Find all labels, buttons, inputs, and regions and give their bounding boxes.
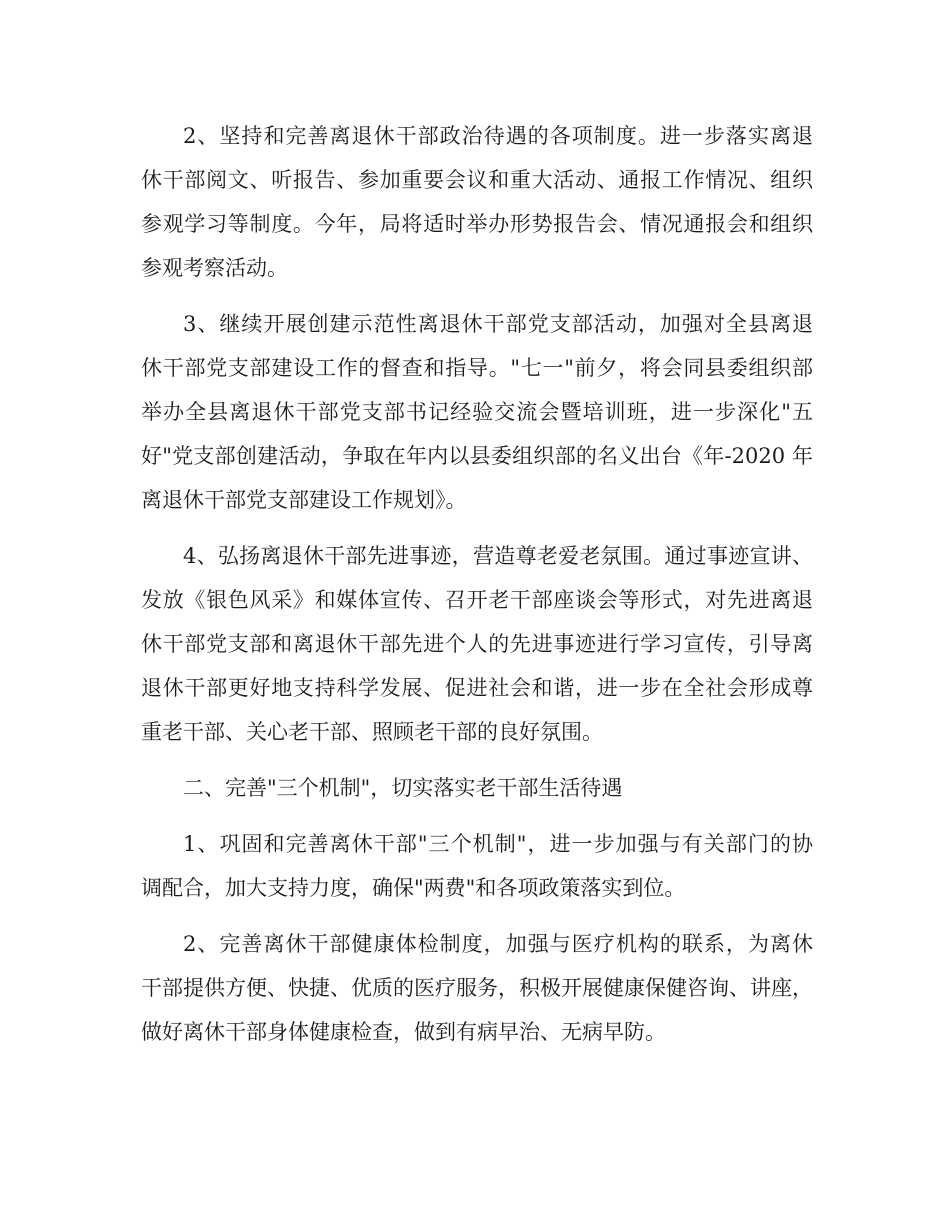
section-heading-three-mechanisms [141, 766, 813, 810]
text-line: 休干部党支部建设工作的督查和指导。"七一"前夕，将会同县委组织部 [141, 356, 813, 380]
text-line: 休干部党支部和离退休干部先进个人的先进事迹进行学习宣传，引导离 [141, 632, 813, 656]
paragraph-party-branch [141, 302, 813, 522]
text-line: 重老干部、关心老干部、照顾老干部的良好氛围。 [141, 720, 603, 744]
text-line: 离退休干部党支部建设工作规划》。 [141, 488, 467, 512]
text-line: 3、继续开展创建示范性离退休干部党支部活动，加强对全县离退 [183, 312, 813, 336]
section-heading: 二、完善"三个机制"，切实落实老干部生活待遇 [183, 776, 623, 800]
paragraph-exemplary-deeds [141, 534, 813, 754]
text-line: 2、坚持和完善离退休干部政治待遇的各项制度。进一步落实离退 [183, 124, 813, 148]
paragraph-consolidate-mechanisms [141, 822, 813, 910]
text-line: 参观考察活动。 [141, 256, 288, 280]
text-line: 做好离休干部身体健康检查，做到有病早治、无病早防。 [141, 1020, 666, 1044]
text-line: 发放《银色风采》和媒体宣传、召开老干部座谈会等形式，对先进离退 [141, 588, 813, 612]
document-body [141, 114, 813, 1054]
text-line: 1、巩固和完善离休干部"三个机制"，进一步加强与有关部门的协 [183, 832, 813, 856]
paragraph-health-checkup [141, 922, 813, 1054]
text-line: 好"党支部创建活动，争取在年内以县委组织部的名义出台《年-2020 年 [141, 444, 813, 468]
text-line: 4、弘扬离退休干部先进事迹，营造尊老爱老氛围。通过事迹宣讲、 [183, 544, 813, 568]
text-line: 退休干部更好地支持科学发展、促进社会和谐，进一步在全社会形成尊 [141, 676, 813, 700]
text-line: 参观学习等制度。今年，局将适时举办形势报告会、情况通报会和组织 [141, 212, 813, 236]
text-line: 2、完善离休干部健康体检制度，加强与医疗机构的联系，为离休 [183, 932, 813, 956]
text-line: 干部提供方便、快捷、优质的医疗服务，积极开展健康保健咨询、讲座， [141, 976, 813, 1000]
paragraph-political-treatment [141, 114, 813, 290]
text-line: 举办全县离退休干部党支部书记经验交流会暨培训班，进一步深化"五 [141, 400, 813, 424]
text-line: 调配合，加大支持力度，确保"两费"和各项政策落实到位。 [141, 876, 686, 900]
text-line: 休干部阅文、听报告、参加重要会议和重大活动、通报工作情况、组织 [141, 168, 813, 192]
